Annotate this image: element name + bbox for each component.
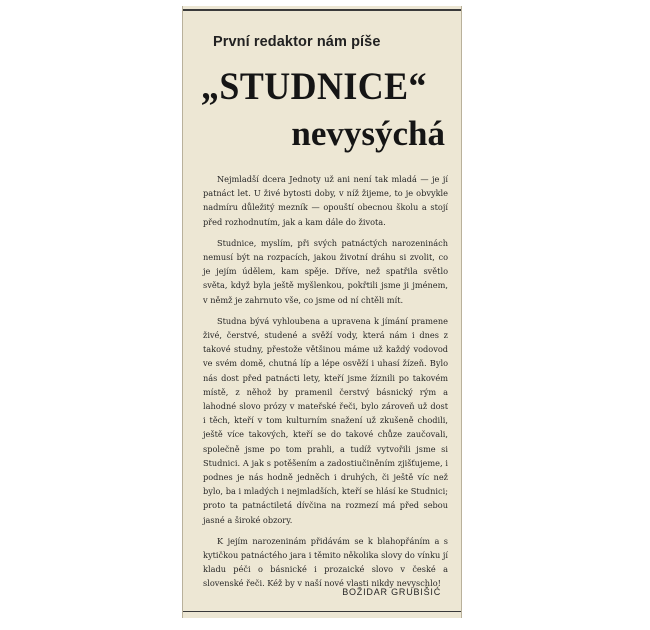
top-rule — [183, 9, 461, 11]
article-paragraph: Studna bývá vyhloubena a upravena k jímání pramene živé, čerstvé, studené a svěží vody, která nám i dnes z takové studny, přestože většinou máme už každý vodovod ve svém domě, chutná líp a lépe osvěží i uhasí žízeň. Bylo nás dost před patnácti lety, kteří jsme žíznili po takovém místě, z něhož by pramenil čerstvý básnický rým a lahodné slovo prózy v mateřské řeči, bylo zároveň už dost i těch, kteří v tom kulturním snažení už zkušeně chodili, ještě více takových, kteří se do takové chůze zaučovali, společně jsme po tom prahli, a tudíž vytvořili jsme si Studnici. A jak s potěšením a zadostiučiněním zjišťujeme, i podnes je nás hodně jedněch i druhých, či ještě víc než bylo, ba i mladých i nejmladších, kteří se hlásí ke Studnici; proto ta patnáctiletá dívčina na rozmezí má před sebou jasné a široké obzory. — [203, 315, 448, 525]
bottom-rule — [183, 611, 461, 612]
newspaper-clipping — [182, 6, 462, 618]
article-paragraph: K jejím narozeninám přidávám se k blahopřáním a s kytičkou patnáctého jara i těmito několika slovy do vínku jí kladu péči o básnické i prozaické slovo v české a slovenské řeči. Kéž by v naší nové vlasti nikdy nevyschlo! — [203, 535, 448, 589]
article-headline: „STUDNICE“ — [201, 65, 427, 108]
article-paragraph: Studnice, myslím, při svých patnáctých narozeninách nemusí být na rozpacích, jakou životní dráhu si zvolit, co je jejím údělem, kam spěje. Dříve, než spatřila světlo světa, když byla ještě myšlenkou, pokřtili jsme ji jménem, v němž je zahrnuto vše, co jsme od ní chtěli mít. — [203, 237, 448, 305]
author-signature: BOŽIDAR GRUBIŠIĆ — [342, 587, 441, 597]
article-kicker: První redaktor nám píše — [213, 34, 381, 50]
article-body — [203, 172, 448, 598]
article-subheadline: nevysýchá — [291, 114, 445, 153]
article-paragraph: Nejmladší dcera Jednoty už ani není tak mladá — je jí patnáct let. U živé bytosti doby, v níž žijeme, to je obvykle nadmíru důležitý mezník — opouští obecnou školu a stojí před rozhodnutím, jak a kam dále do života. — [203, 174, 448, 227]
